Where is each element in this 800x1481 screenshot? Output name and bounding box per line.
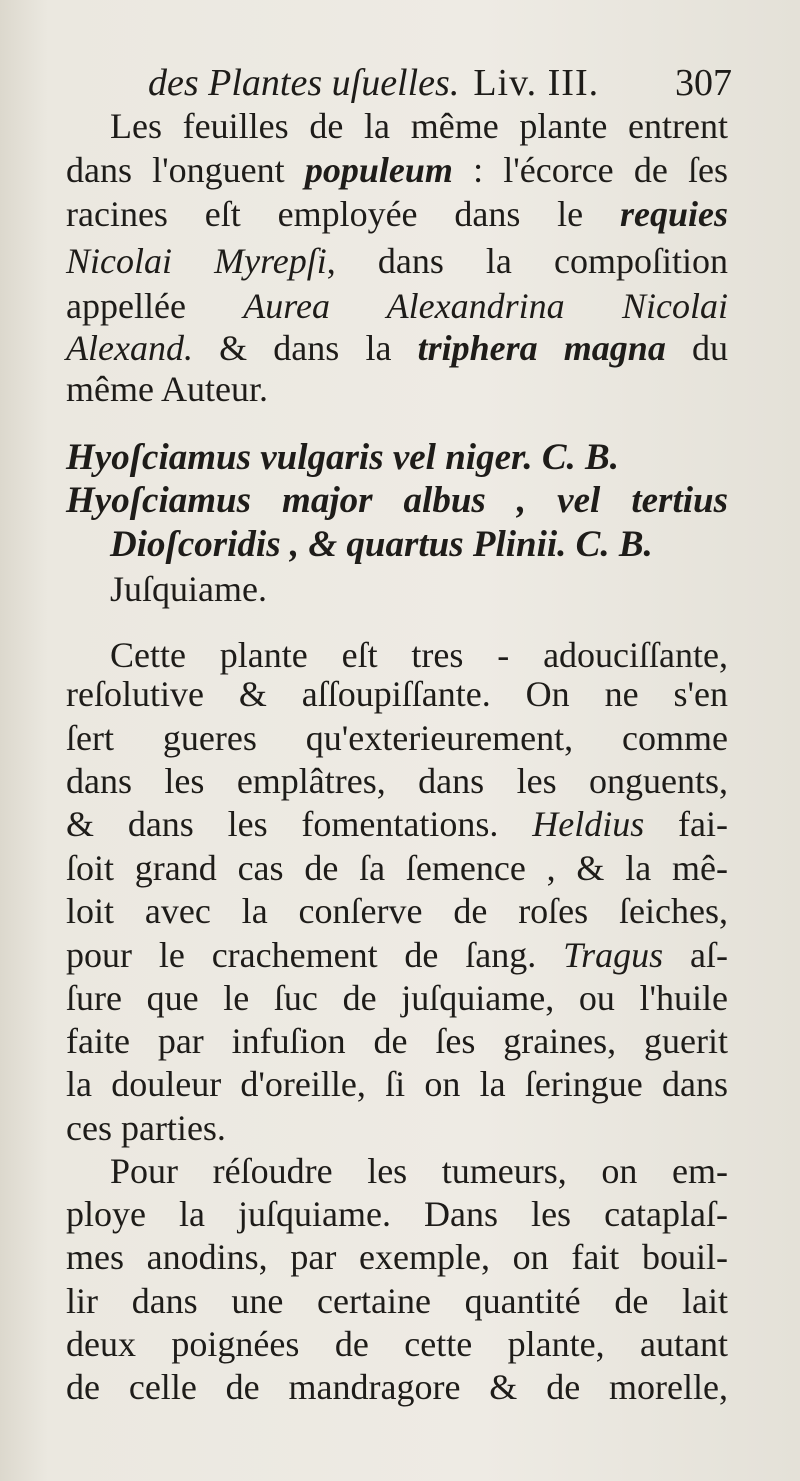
text-line: mes anodins, par exemple, on fait bouil- [66,1237,728,1277]
text-line: Pour réſoudre les tumeurs, on em- [110,1151,728,1191]
text-line: ſure que le ſuc de juſquiame, ou l'huile [66,978,728,1018]
text-line: Alexand. & dans la triphera magna du [66,328,728,368]
text-line: Cette plante eſt tres - adouciſſante, [110,635,728,675]
text-line: loit avec la conſerve de roſes ſeiches, [66,891,728,931]
text-line: appellée Aurea Alexandrina Nicolai [66,286,728,326]
text-line: ſoit grand cas de ſa ſemence , & la mê- [66,848,728,888]
text-line: dans l'onguent populeum : l'écorce de ſes [66,150,728,190]
text-line: pour le crachement de ſang. Tragus aſ- [66,935,728,975]
species-name-3: Dioſcoridis , & quartus Plinii. C. B. [110,524,653,565]
species-name-2: Hyoſciamus major albus , vel tertius [66,480,728,521]
text-line: ploye la juſquiame. Dans les cataplaſ- [66,1194,728,1234]
text-line: & dans les fomentations. Heldius fai- [66,804,728,844]
page-number: 307 [675,62,732,104]
common-name: Juſquiame. [110,569,267,609]
species-name-1: Hyoſciamus vulgaris vel niger. C. B. [66,437,619,478]
text-line: dans les emplâtres, dans les onguents, [66,761,728,801]
text-line: lir dans une certaine quantité de lait [66,1281,728,1321]
text-line: faite par infuſion de ſes graines, guerit [66,1021,728,1061]
page-header [148,58,738,108]
text-line: de celle de mandragore & de morelle, [66,1367,728,1407]
text-line: racines eſt employée dans le requies [66,194,728,234]
text-line: ſert gueres qu'exterieurement, comme [66,718,728,758]
text-line: ces parties. [66,1108,226,1148]
text-line: la douleur d'oreille, ſi on la ſeringue dans [66,1064,728,1104]
running-title: des Plantes uſuelles. [148,62,460,104]
book-number: Liv. III. [473,62,600,104]
text-line: deux poignées de cette plante, autant [66,1324,728,1364]
text-line: reſolutive & aſſoupiſſante. On ne s'en [66,674,728,714]
text-line: Les feuilles de la même plante entrent [110,106,728,146]
text-line: Nicolai Myrepſi, dans la compoſition [66,241,728,281]
text-line: même Auteur. [66,369,268,409]
